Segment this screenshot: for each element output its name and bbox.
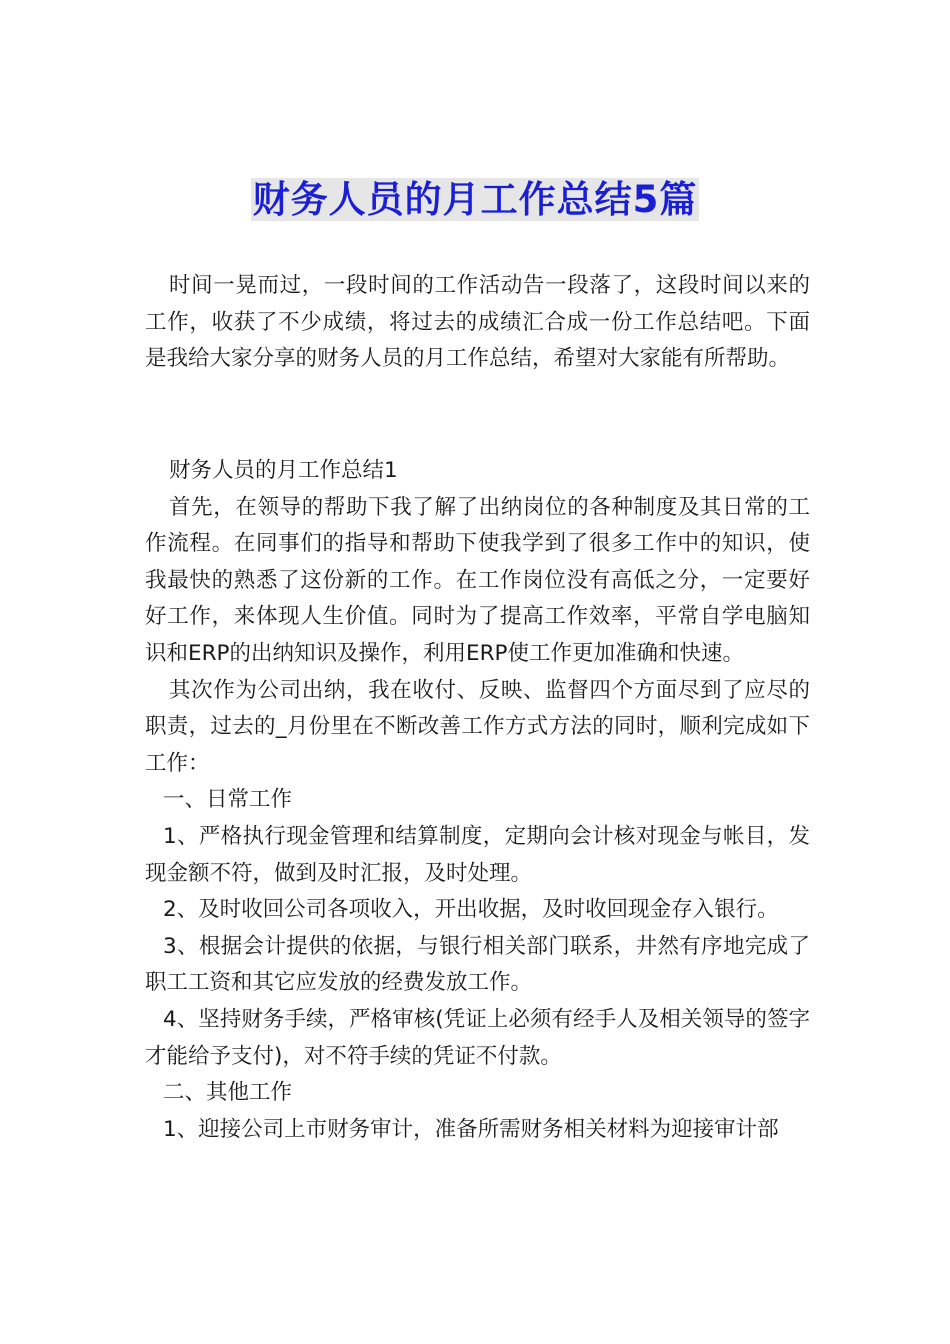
list-item: 1、迎接公司上市财务审计，准备所需财务相关材料为迎接审计部: [163, 1116, 779, 1142]
document-title: [0, 176, 950, 224]
section-heading: 财务人员的月工作总结1: [169, 458, 398, 483]
subheading: 二、其他工作: [163, 1080, 293, 1106]
list-item: 3、根据会计提供的依据，与银行相关部门联系，井然有序地完成了职工工资和其它应发放的经费发放工作。: [145, 933, 810, 996]
subheading: 一、日常工作: [163, 787, 293, 813]
intro-section: [145, 268, 810, 378]
list-item: 4、坚持财务手续，严格审核(凭证上必须有经手人及相关领导的签字才能给予支付)，对不符手续的凭证不付款。: [145, 1006, 810, 1069]
list-item: 2、及时收回公司各项收入，开出收据，及时收回现金存入银行。: [163, 897, 779, 923]
paragraph: 其次作为公司出纳，我在收付、反映、监督四个方面尽到了应尽的职责，过去的_月份里在不断改善工作方式方法的同时，顺利完成如下工作：: [145, 677, 810, 776]
intro-paragraph: 时间一晃而过，一段时间的工作活动告一段落了，这段时间以来的工作，收获了不少成绩，将过去的成绩汇合成一份工作总结吧。下面是我给大家分享的财务人员的月工作总结，希望对大家能有所帮助。: [145, 273, 810, 372]
paragraph: 首先，在领导的帮助下我了解了出纳岗位的各种制度及其日常的工作流程。在同事们的指导和帮助下使我学到了很多工作中的知识，使我最快的熟悉了这份新的工作。在工作岗位没有高低之分，一定要好好工作，来体现人生价值。同时为了提高工作效率，平常自学电脑知识和ERP的出纳知识及操作，利用ERP使工作更加准确和快速。: [145, 494, 810, 666]
list-item: 1、严格执行现金管理和结算制度，定期向会计核对现金与帐目，发现金额不符，做到及时汇报，及时处理。: [145, 823, 810, 886]
document-title-text: 财务人员的月工作总结5篇: [252, 178, 698, 221]
main-section: [145, 453, 810, 1148]
